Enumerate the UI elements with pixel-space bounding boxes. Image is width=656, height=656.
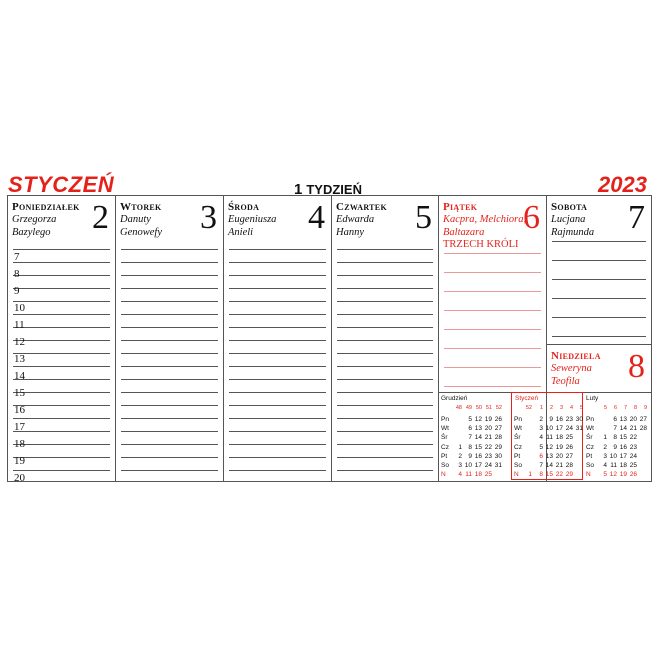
name-day: Lucjana xyxy=(551,214,586,225)
hour-label: 14 xyxy=(14,370,25,382)
writing-line[interactable] xyxy=(13,379,110,380)
writing-line[interactable] xyxy=(121,418,218,419)
mini-day-cell: 10 xyxy=(609,452,617,460)
writing-line[interactable] xyxy=(337,470,433,471)
mini-day-cell: 16 xyxy=(555,416,563,423)
mini-day-cell: 4 xyxy=(458,471,462,479)
writing-line[interactable] xyxy=(13,470,110,471)
mini-day-cell: 31 xyxy=(575,425,583,433)
mini-day-cell: 6 xyxy=(539,452,543,460)
writing-line[interactable] xyxy=(444,253,541,254)
mini-day-cell: 26 xyxy=(494,416,502,423)
weekday-label: Cz xyxy=(441,443,449,451)
writing-line[interactable] xyxy=(13,275,110,276)
writing-line[interactable] xyxy=(229,418,326,419)
mini-day-cell: 21 xyxy=(484,434,492,442)
week-number: 1 xyxy=(294,181,303,198)
day-number: 6 xyxy=(523,199,540,236)
day-column xyxy=(332,196,439,481)
mini-day-cell: 8 xyxy=(468,443,472,451)
writing-line[interactable] xyxy=(121,327,218,328)
writing-line[interactable] xyxy=(13,444,110,445)
mini-day-cell: 28 xyxy=(565,462,573,469)
mini-day-cell: 29 xyxy=(494,443,502,451)
mini-month-name: Grudzień xyxy=(441,395,468,402)
mini-day-cell: 7 xyxy=(539,462,543,469)
name-days xyxy=(336,214,374,239)
mini-day-cell: 13 xyxy=(545,452,553,460)
writing-line[interactable] xyxy=(121,444,218,445)
hour-label: 17 xyxy=(14,421,25,433)
week-number-cell: 9 xyxy=(643,405,647,411)
writing-line[interactable] xyxy=(229,405,326,406)
writing-line[interactable] xyxy=(229,392,326,393)
mini-day-cell: 8 xyxy=(613,434,617,442)
weekday-label: Śr xyxy=(441,434,448,442)
mini-day-cell: 27 xyxy=(565,452,573,460)
mini-day-cell: 12 xyxy=(474,416,482,423)
writing-line[interactable] xyxy=(13,249,110,250)
writing-line[interactable] xyxy=(121,379,218,380)
writing-line[interactable] xyxy=(444,348,541,349)
writing-line[interactable] xyxy=(13,418,110,419)
mini-day-cell: 25 xyxy=(629,462,637,469)
weekday-label: Śr xyxy=(514,434,521,442)
name-days xyxy=(443,214,526,252)
mini-day-cell: 12 xyxy=(545,443,553,451)
writing-line[interactable] xyxy=(337,301,433,302)
mini-day-cell: 14 xyxy=(474,434,482,442)
weekday-label: Pt xyxy=(514,452,521,460)
week-planner xyxy=(7,195,652,482)
weekday-label: Cz xyxy=(514,443,522,451)
weekday-label: Pt xyxy=(441,452,448,460)
mini-day-cell: 4 xyxy=(603,462,607,469)
day-column xyxy=(116,196,224,481)
week-number-cell: 4 xyxy=(569,405,573,411)
mini-day-cell: 30 xyxy=(494,452,502,460)
writing-line[interactable] xyxy=(229,262,326,263)
name-day: Danuty xyxy=(120,214,151,225)
weekday-label: N xyxy=(441,471,446,479)
mini-day-cell: 29 xyxy=(565,471,573,479)
name-day: TRZECH KRÓLI xyxy=(443,239,519,250)
mini-day-cell: 15 xyxy=(545,471,553,479)
mini-day-cell: 9 xyxy=(549,416,553,423)
writing-line[interactable] xyxy=(552,260,646,261)
mini-day-cell: 4 xyxy=(539,434,543,442)
name-day: Kacpra, Melchiora, xyxy=(443,214,527,225)
mini-month-name: Luty xyxy=(586,395,599,402)
writing-line[interactable] xyxy=(13,288,110,289)
writing-line[interactable] xyxy=(337,405,433,406)
mini-day-cell: 22 xyxy=(484,443,492,451)
mini-day-cell: 28 xyxy=(494,434,502,442)
writing-line[interactable] xyxy=(121,353,218,354)
writing-line[interactable] xyxy=(552,336,646,337)
name-days xyxy=(228,214,276,239)
writing-line[interactable] xyxy=(121,366,218,367)
writing-line[interactable] xyxy=(121,275,218,276)
mini-day-cell: 18 xyxy=(555,434,563,442)
writing-line[interactable] xyxy=(13,301,110,302)
mini-day-cell: 26 xyxy=(565,443,573,451)
mini-day-cell: 27 xyxy=(639,416,647,423)
hour-label: 9 xyxy=(14,285,20,297)
mini-day-cell: 24 xyxy=(629,452,637,460)
mini-day-cell: 7 xyxy=(613,425,617,433)
day-number: 3 xyxy=(200,199,217,236)
writing-line[interactable] xyxy=(337,379,433,380)
mini-day-cell: 3 xyxy=(539,425,543,433)
day-column xyxy=(8,196,116,484)
hour-label: 20 xyxy=(14,472,25,484)
mini-day-cell: 1 xyxy=(458,443,462,451)
mini-day-cell: 8 xyxy=(539,471,543,479)
mini-day-cell: 17 xyxy=(555,425,563,433)
weekday-label: Wt xyxy=(514,425,522,433)
hour-label: 12 xyxy=(14,336,25,348)
mini-day-cell: 27 xyxy=(494,425,502,433)
mini-day-cell: 11 xyxy=(546,434,553,442)
writing-line[interactable] xyxy=(337,262,433,263)
mini-calendar-grudzień xyxy=(441,395,509,479)
writing-line[interactable] xyxy=(13,327,110,328)
weekday-label: Pn xyxy=(514,416,522,423)
mini-day-cell: 21 xyxy=(629,425,637,433)
writing-line[interactable] xyxy=(337,314,433,315)
writing-line[interactable] xyxy=(121,457,218,458)
day-number: 2 xyxy=(92,199,109,236)
writing-line[interactable] xyxy=(121,262,218,263)
week-number-cell: 7 xyxy=(623,405,627,411)
mini-day-cell: 18 xyxy=(474,471,482,479)
mini-day-cell: 13 xyxy=(474,425,482,433)
mini-day-cell: 17 xyxy=(619,452,627,460)
mini-day-cell: 16 xyxy=(474,452,482,460)
mini-day-cell: 23 xyxy=(484,452,492,460)
name-day: Edwarda xyxy=(336,214,375,225)
day-number: 7 xyxy=(628,199,645,236)
weekday-label: So xyxy=(441,462,449,469)
name-day: Genowefy xyxy=(120,226,162,238)
day-number: 8 xyxy=(628,348,645,385)
mini-calendar-styczeń xyxy=(511,392,583,480)
mini-day-cell: 5 xyxy=(539,443,543,451)
writing-line[interactable] xyxy=(552,241,646,242)
writing-line[interactable] xyxy=(13,340,110,341)
writing-line[interactable] xyxy=(337,353,433,354)
writing-line[interactable] xyxy=(552,317,646,318)
mini-day-cell: 2 xyxy=(539,416,543,423)
mini-day-cell: 22 xyxy=(629,434,637,442)
mini-day-cell: 10 xyxy=(545,425,553,433)
writing-line[interactable] xyxy=(229,301,326,302)
mini-day-cell: 26 xyxy=(629,471,637,479)
writing-line[interactable] xyxy=(13,262,110,263)
mini-day-cell: 22 xyxy=(555,471,563,479)
mini-day-cell: 19 xyxy=(619,471,627,479)
writing-line[interactable] xyxy=(13,431,110,432)
hour-label: 8 xyxy=(14,268,20,280)
mini-day-cell: 25 xyxy=(565,434,573,442)
writing-line[interactable] xyxy=(337,444,433,445)
writing-line[interactable] xyxy=(121,405,218,406)
weekday-label: Pn xyxy=(441,416,449,423)
mini-day-cell: 3 xyxy=(458,462,462,469)
mini-day-cell: 30 xyxy=(575,416,583,423)
writing-line[interactable] xyxy=(444,272,541,273)
name-day: Rajmunda xyxy=(551,226,595,238)
name-day: Hanny xyxy=(336,226,364,238)
writing-line[interactable] xyxy=(337,340,433,341)
writing-line[interactable] xyxy=(444,367,541,368)
name-day: Grzegorza xyxy=(12,214,57,225)
mini-month-name: Styczeń xyxy=(515,395,539,402)
mini-day-cell: 20 xyxy=(555,452,563,460)
week-number-cell: 6 xyxy=(613,405,617,411)
writing-line[interactable] xyxy=(337,249,433,250)
mini-day-cell: 20 xyxy=(484,425,492,433)
week-number-cell: 52 xyxy=(495,405,502,411)
mini-day-cell: 21 xyxy=(555,462,563,469)
mini-day-cell: 9 xyxy=(468,452,472,460)
day-name: Czwartek xyxy=(336,201,387,213)
mini-day-cell: 12 xyxy=(609,471,617,479)
writing-line[interactable] xyxy=(229,340,326,341)
writing-line[interactable] xyxy=(121,288,218,289)
mini-day-cell: 2 xyxy=(603,443,607,451)
day-name: Poniedziałek xyxy=(12,201,80,213)
writing-line[interactable] xyxy=(13,392,110,393)
writing-line[interactable] xyxy=(337,392,433,393)
writing-line[interactable] xyxy=(13,314,110,315)
week-word: TYDZIEŃ xyxy=(306,182,362,197)
mini-day-cell: 15 xyxy=(619,434,627,442)
writing-line[interactable] xyxy=(337,366,433,367)
mini-day-cell: 1 xyxy=(603,434,607,442)
writing-line[interactable] xyxy=(444,291,541,292)
weekday-label: Wt xyxy=(441,425,449,433)
week-number-cell: 1 xyxy=(539,405,543,411)
hour-label: 11 xyxy=(14,319,25,331)
hour-label: 19 xyxy=(14,455,25,467)
week-number-cell: 48 xyxy=(455,405,462,411)
writing-line[interactable] xyxy=(121,392,218,393)
mini-day-cell: 14 xyxy=(619,425,627,433)
week-number-cell: 51 xyxy=(485,405,492,411)
mini-day-cell: 3 xyxy=(603,452,607,460)
hour-label: 7 xyxy=(14,251,20,263)
week-number-cell: 49 xyxy=(465,405,472,411)
name-day: Seweryna xyxy=(551,363,592,374)
writing-line[interactable] xyxy=(444,329,541,330)
writing-line[interactable] xyxy=(121,431,218,432)
mini-day-cell: 11 xyxy=(465,471,472,479)
week-number-cell: 5 xyxy=(579,405,583,411)
writing-line[interactable] xyxy=(337,327,433,328)
week-number-cell: 5 xyxy=(603,405,607,411)
writing-line[interactable] xyxy=(229,327,326,328)
mini-day-cell: 5 xyxy=(468,416,472,423)
weekday-label: Cz xyxy=(586,443,594,451)
mini-day-cell: 19 xyxy=(484,416,492,423)
writing-line[interactable] xyxy=(337,288,433,289)
mini-day-cell: 16 xyxy=(619,443,627,451)
writing-line[interactable] xyxy=(229,366,326,367)
day-name: Wtorek xyxy=(120,201,162,213)
day-name: Piątek xyxy=(443,201,478,213)
name-day: Eugeniusza xyxy=(228,214,277,225)
mini-day-cell: 9 xyxy=(613,443,617,451)
weekday-label: Pt xyxy=(586,452,593,460)
mini-day-cell: 11 xyxy=(610,462,617,469)
mini-day-cell: 5 xyxy=(603,471,607,479)
name-day: Baltazara xyxy=(443,226,485,238)
weekday-label: So xyxy=(514,462,522,469)
writing-line[interactable] xyxy=(229,275,326,276)
writing-line[interactable] xyxy=(121,249,218,250)
mini-day-cell: 20 xyxy=(629,416,637,423)
hour-label: 18 xyxy=(14,438,25,450)
sunday-box xyxy=(547,344,651,392)
writing-line[interactable] xyxy=(229,379,326,380)
mini-day-cell: 1 xyxy=(528,471,532,479)
writing-line[interactable] xyxy=(13,366,110,367)
writing-line[interactable] xyxy=(229,353,326,354)
mini-day-cell: 7 xyxy=(468,434,472,442)
hour-label: 10 xyxy=(14,302,25,314)
day-name: Niedziela xyxy=(551,350,601,362)
writing-line[interactable] xyxy=(444,386,541,387)
writing-line[interactable] xyxy=(13,457,110,458)
week-number-cell: 3 xyxy=(559,405,563,411)
mini-day-cell: 24 xyxy=(565,425,573,433)
writing-line[interactable] xyxy=(13,405,110,406)
writing-line[interactable] xyxy=(13,353,110,354)
name-day: Bazylego xyxy=(12,226,51,238)
name-day: Teofila xyxy=(551,375,580,387)
month-title: STYCZEŃ xyxy=(8,172,115,197)
writing-line[interactable] xyxy=(121,314,218,315)
year-title: 2023 xyxy=(598,172,647,197)
writing-line[interactable] xyxy=(229,431,326,432)
weekday-label: Wt xyxy=(586,425,594,433)
name-days xyxy=(551,363,592,388)
mini-day-cell: 24 xyxy=(484,462,492,469)
weekday-label: N xyxy=(514,471,519,479)
writing-line[interactable] xyxy=(337,457,433,458)
weekday-label: Pn xyxy=(586,416,594,423)
writing-line[interactable] xyxy=(229,470,326,471)
mini-day-cell: 31 xyxy=(494,462,502,469)
writing-line[interactable] xyxy=(337,418,433,419)
writing-line[interactable] xyxy=(229,249,326,250)
day-number: 5 xyxy=(415,199,432,236)
name-day: Anieli xyxy=(228,226,254,238)
writing-line[interactable] xyxy=(229,444,326,445)
mini-day-cell: 14 xyxy=(545,462,553,469)
hour-label: 16 xyxy=(14,404,25,416)
writing-line[interactable] xyxy=(337,431,433,432)
hour-label: 13 xyxy=(14,353,25,365)
week-number-cell: 50 xyxy=(475,405,482,411)
writing-line[interactable] xyxy=(229,288,326,289)
weekday-label: N xyxy=(586,471,591,479)
mini-day-cell: 17 xyxy=(474,462,482,469)
name-days xyxy=(12,214,56,239)
day-name: Sobota xyxy=(551,201,588,213)
mini-calendar-luty xyxy=(586,395,652,479)
writing-line[interactable] xyxy=(552,298,646,299)
week-number-cell: 8 xyxy=(633,405,637,411)
weekday-label: Śr xyxy=(586,434,593,442)
mini-day-cell: 23 xyxy=(565,416,573,423)
mini-day-cell: 13 xyxy=(619,416,627,423)
day-name: Środa xyxy=(228,201,260,213)
mini-day-cell: 2 xyxy=(458,452,462,460)
mini-day-cell: 15 xyxy=(474,443,482,451)
mini-day-cell: 18 xyxy=(619,462,627,469)
writing-line[interactable] xyxy=(121,301,218,302)
writing-line[interactable] xyxy=(121,470,218,471)
writing-line[interactable] xyxy=(229,314,326,315)
mini-day-cell: 19 xyxy=(555,443,563,451)
mini-day-cell: 25 xyxy=(484,471,492,479)
name-days xyxy=(120,214,162,239)
week-number-cell: 52 xyxy=(525,405,532,411)
writing-line[interactable] xyxy=(121,340,218,341)
writing-line[interactable] xyxy=(229,457,326,458)
weekday-label: So xyxy=(586,462,594,469)
mini-day-cell: 6 xyxy=(468,425,472,433)
writing-line[interactable] xyxy=(337,275,433,276)
mini-day-cell: 23 xyxy=(629,443,637,451)
mini-day-cell: 6 xyxy=(613,416,617,423)
mini-day-cell: 28 xyxy=(639,425,647,433)
day-number: 4 xyxy=(308,199,325,236)
week-number-cell: 2 xyxy=(549,405,553,411)
mini-day-cell: 10 xyxy=(464,462,472,469)
writing-line[interactable] xyxy=(444,310,541,311)
hour-label: 15 xyxy=(14,387,25,399)
name-days xyxy=(551,214,594,239)
writing-line[interactable] xyxy=(552,279,646,280)
day-column xyxy=(224,196,332,481)
